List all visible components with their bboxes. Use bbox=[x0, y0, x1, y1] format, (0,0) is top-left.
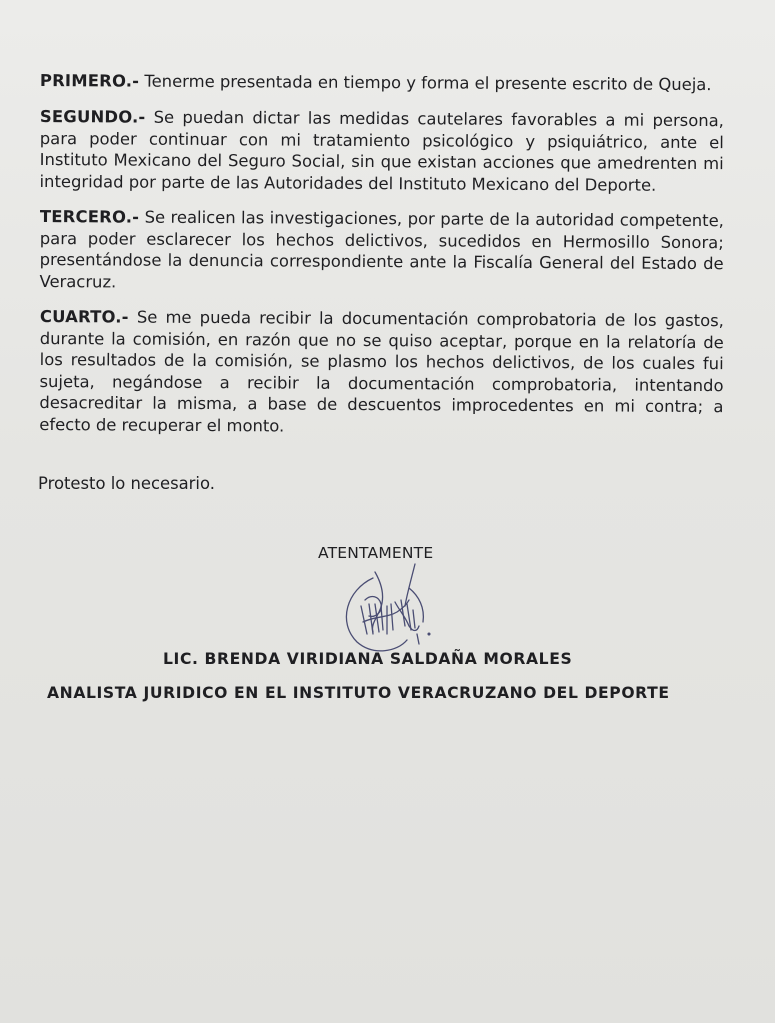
paragraph-text: Se realicen las investigaciones, por parte de la autoridad competente, para poder esclarecer los hechos delictivos, sucedidos en Hermosillo Sonora; presentándose la denuncia correspondiente ante la Fiscalía General del Estado de Veracruz. bbox=[39, 207, 724, 291]
signer-name: LIC. BRENDA VIRIDIANA SALDAÑA MORALES bbox=[163, 650, 573, 668]
paragraph-heading: SEGUNDO.- bbox=[39, 106, 146, 127]
paragraph-cuarto bbox=[39, 306, 724, 439]
handwritten-signature-icon bbox=[335, 560, 445, 660]
paragraph-text: Se puedan dictar las medidas cautelares favorables a mi persona, para poder continuar con mi tratamiento psicológico y psiquiátrico, ante el Instituto Mexicano del Seguro Social, sin que existan acciones que amedrenten mi integridad por parte de las Autoridades del Instituto Mexicano del Deporte. bbox=[39, 107, 724, 194]
signature-strokes bbox=[346, 564, 429, 651]
document-body bbox=[40, 70, 724, 449]
paragraph-heading: TERCERO.- bbox=[39, 206, 140, 227]
paragraph-primero bbox=[40, 70, 724, 96]
paragraph-segundo bbox=[39, 106, 724, 196]
closing-text: Protesto lo necesario. bbox=[38, 474, 215, 493]
paragraph-text: Se me pueda recibir la documentación comprobatoria de los gastos, durante la comisión, en razón que no se quiso aceptar, porque en la relatoría de los resultados de la comisión, se plasmo los hechos delictivos, de los cuales fui sujeta, negándose a recibir la documentación comprobatoria, intentando desacreditar la misma, a base de descuentos improcedentes en mi contra; a efecto de recuperar el monto. bbox=[39, 307, 724, 435]
salutation: ATENTAMENTE bbox=[318, 544, 434, 562]
paragraph-heading: PRIMERO.- bbox=[39, 70, 140, 91]
signer-role: ANALISTA JURIDICO EN EL INSTITUTO VERACRUZANO DEL DEPORTE bbox=[47, 684, 670, 702]
paragraph-heading: CUARTO.- bbox=[39, 306, 129, 327]
paragraph-text: Tenerme presentada en tiempo y forma el presente escrito de Queja. bbox=[139, 71, 712, 95]
paragraph-tercero bbox=[39, 206, 724, 296]
